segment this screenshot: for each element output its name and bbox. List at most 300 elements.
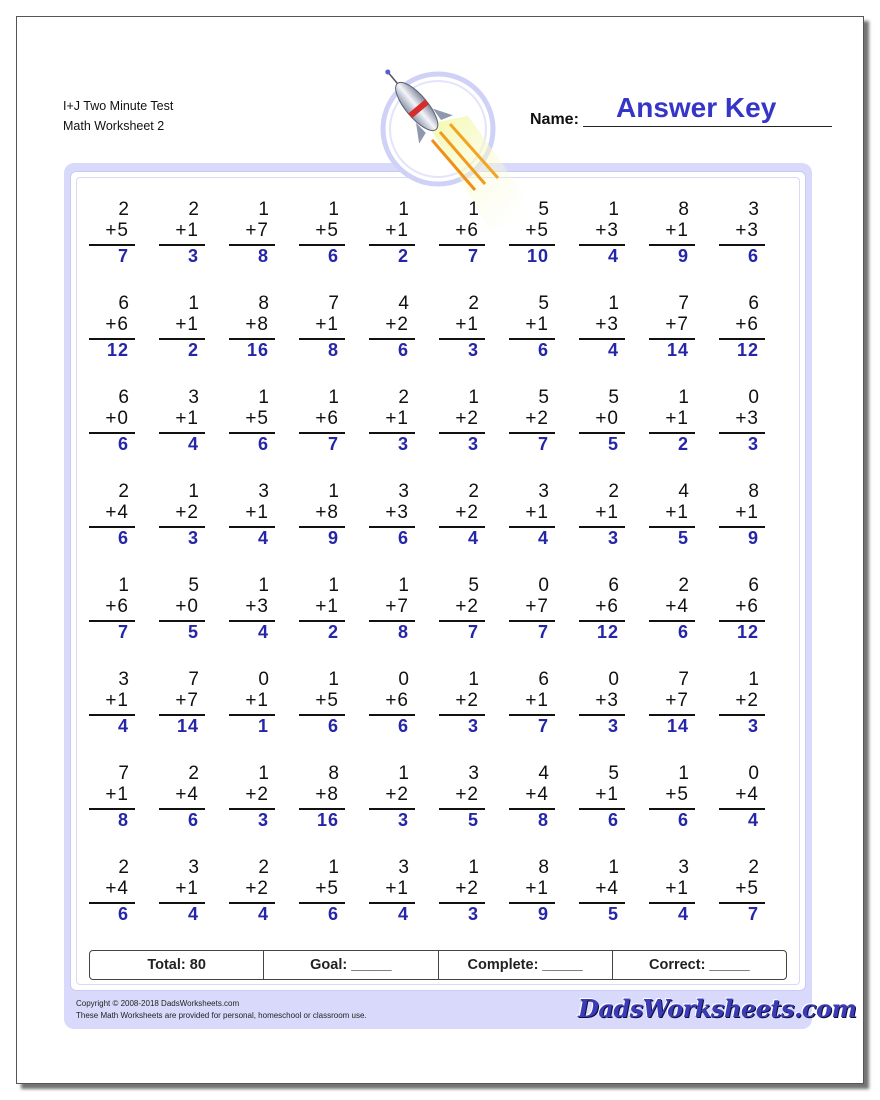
addend-top: 7 (188, 669, 199, 690)
addend-bottom: +4 (105, 502, 129, 523)
addend-bottom: +5 (735, 878, 759, 899)
addend-top: 5 (538, 293, 549, 314)
problem (363, 763, 415, 847)
addend-bottom: +1 (245, 690, 269, 711)
addend-bottom: +1 (385, 408, 409, 429)
problem (83, 387, 135, 471)
problem (713, 575, 765, 659)
answer[interactable]: 6 (397, 340, 409, 360)
answer[interactable]: 12 (736, 340, 759, 360)
addend-bottom: +1 (595, 502, 619, 523)
addend-bottom: +2 (385, 784, 409, 805)
addend-bottom: +8 (315, 502, 339, 523)
problem (293, 481, 345, 565)
addend-bottom: +0 (105, 408, 129, 429)
answer[interactable]: 3 (467, 340, 479, 360)
problem (293, 857, 345, 941)
answer[interactable]: 10 (526, 246, 549, 266)
answer[interactable]: 16 (246, 340, 269, 360)
addend-top: 0 (258, 669, 269, 690)
problem (713, 387, 765, 471)
addend-top: 1 (678, 387, 689, 408)
addend-top: 8 (258, 293, 269, 314)
name-underline (583, 126, 832, 127)
problem (293, 669, 345, 753)
problem (83, 763, 135, 847)
problem (573, 481, 625, 565)
addend-bottom: +6 (315, 408, 339, 429)
addend-top: 1 (398, 575, 409, 596)
total-cell: Total: 80 (90, 951, 264, 979)
addend-bottom: +5 (665, 784, 689, 805)
addend-bottom: +2 (455, 502, 479, 523)
name-field[interactable] (530, 92, 832, 128)
addend-top: 1 (748, 669, 759, 690)
problem (503, 481, 555, 565)
problem (153, 293, 205, 377)
addend-top: 0 (608, 669, 619, 690)
addend-bottom: +7 (245, 220, 269, 241)
problem (713, 857, 765, 941)
addend-bottom: +1 (525, 878, 549, 899)
problem (293, 293, 345, 377)
answer[interactable]: 6 (187, 810, 199, 830)
answer[interactable]: 4 (257, 528, 269, 548)
answer-key-heading: Answer Key (616, 92, 777, 123)
answer[interactable]: 3 (397, 434, 409, 454)
problem (643, 857, 695, 941)
addend-top: 3 (258, 481, 269, 502)
addend-top: 7 (328, 293, 339, 314)
complete-cell[interactable]: Complete: _____ (439, 951, 613, 979)
dadsworksheets-logo[interactable]: DadsWorksheets.com (578, 994, 857, 1023)
addend-top: 0 (398, 669, 409, 690)
addend-bottom: +2 (385, 314, 409, 335)
addend-bottom: +1 (175, 220, 199, 241)
answer[interactable]: 9 (677, 246, 689, 266)
addend-top: 0 (748, 763, 759, 784)
goal-cell[interactable]: Goal: _____ (264, 951, 438, 979)
addend-top: 1 (608, 293, 619, 314)
answer[interactable]: 8 (397, 622, 409, 642)
answer[interactable]: 3 (607, 528, 619, 548)
answer[interactable]: 1 (257, 716, 269, 736)
problem (153, 481, 205, 565)
addend-top: 2 (468, 293, 479, 314)
addend-bottom: +4 (735, 784, 759, 805)
problem (223, 481, 275, 565)
addend-bottom: +7 (175, 690, 199, 711)
problem (293, 763, 345, 847)
problem (153, 387, 205, 471)
addend-top: 1 (258, 575, 269, 596)
problem (713, 199, 765, 283)
addend-top: 1 (398, 763, 409, 784)
problem (433, 763, 485, 847)
answer[interactable]: 14 (666, 340, 689, 360)
problem (153, 857, 205, 941)
answer[interactable]: 5 (187, 622, 199, 642)
addend-top: 1 (328, 575, 339, 596)
problem (713, 481, 765, 565)
addend-bottom: +1 (665, 502, 689, 523)
addend-bottom: +1 (175, 408, 199, 429)
answer[interactable]: 3 (467, 904, 479, 924)
addend-top: 4 (538, 763, 549, 784)
addend-top: 5 (608, 387, 619, 408)
addend-top: 1 (188, 481, 199, 502)
addend-top: 4 (678, 481, 689, 502)
addend-bottom: +4 (105, 878, 129, 899)
problem (643, 575, 695, 659)
addend-bottom: +1 (105, 784, 129, 805)
addend-bottom: +1 (175, 314, 199, 335)
addend-bottom: +4 (175, 784, 199, 805)
addend-top: 1 (328, 857, 339, 878)
answer[interactable]: 16 (316, 810, 339, 830)
problem (223, 669, 275, 753)
answer[interactable]: 2 (327, 622, 339, 642)
answer[interactable]: 6 (117, 904, 129, 924)
answer[interactable]: 4 (467, 528, 479, 548)
addend-top: 2 (678, 575, 689, 596)
problem (573, 293, 625, 377)
answer[interactable]: 5 (467, 810, 479, 830)
addend-bottom: +4 (665, 596, 689, 617)
addend-top: 2 (608, 481, 619, 502)
problem (503, 387, 555, 471)
addend-top: 5 (188, 575, 199, 596)
addend-top: 1 (678, 763, 689, 784)
addend-bottom: +1 (175, 878, 199, 899)
addend-top: 3 (678, 857, 689, 878)
addend-bottom: +2 (455, 878, 479, 899)
problem (223, 763, 275, 847)
addend-bottom: +1 (245, 502, 269, 523)
addend-bottom: +5 (105, 220, 129, 241)
addend-bottom: +4 (525, 784, 549, 805)
addend-top: 8 (678, 199, 689, 220)
answer[interactable]: 6 (117, 434, 129, 454)
addend-bottom: +6 (735, 314, 759, 335)
problem (643, 763, 695, 847)
addend-bottom: +5 (315, 878, 339, 899)
addend-top: 1 (398, 199, 409, 220)
answer[interactable]: 2 (677, 434, 689, 454)
addend-top: 1 (468, 669, 479, 690)
addend-top: 4 (398, 293, 409, 314)
answer[interactable]: 9 (747, 528, 759, 548)
answer[interactable]: 5 (607, 904, 619, 924)
problem (433, 575, 485, 659)
addend-top: 3 (118, 669, 129, 690)
answer[interactable]: 6 (747, 246, 759, 266)
answer[interactable]: 4 (607, 340, 619, 360)
answer[interactable]: 9 (327, 528, 339, 548)
addend-bottom: +2 (525, 408, 549, 429)
answer[interactable]: 3 (467, 716, 479, 736)
answer[interactable]: 4 (117, 716, 129, 736)
addend-top: 1 (188, 293, 199, 314)
addend-top: 7 (118, 763, 129, 784)
addend-top: 2 (118, 857, 129, 878)
correct-cell[interactable]: Correct: _____ (649, 957, 750, 973)
addend-bottom: +1 (525, 502, 549, 523)
addend-top: 2 (118, 199, 129, 220)
answer[interactable]: 7 (537, 622, 549, 642)
problem (153, 575, 205, 659)
addend-top: 5 (538, 387, 549, 408)
copyright-notice (76, 998, 367, 1022)
problem (223, 293, 275, 377)
problem (363, 387, 415, 471)
addend-bottom: +6 (105, 596, 129, 617)
problem (363, 669, 415, 753)
addend-top: 6 (538, 669, 549, 690)
answer[interactable]: 6 (537, 340, 549, 360)
problem (433, 199, 485, 283)
addend-bottom: +7 (385, 596, 409, 617)
worksheet-title (63, 96, 173, 136)
problem (643, 293, 695, 377)
addend-bottom: +7 (665, 314, 689, 335)
addend-bottom: +1 (665, 220, 689, 241)
problem (83, 575, 135, 659)
addend-bottom: +8 (245, 314, 269, 335)
addend-bottom: +5 (315, 690, 339, 711)
addend-bottom: +2 (455, 408, 479, 429)
problem (83, 481, 135, 565)
problem (503, 857, 555, 941)
addend-top: 8 (748, 481, 759, 502)
problem (293, 199, 345, 283)
problem (433, 387, 485, 471)
answer[interactable]: 4 (257, 904, 269, 924)
problem (83, 669, 135, 753)
addend-bottom: +5 (245, 408, 269, 429)
addend-top: 0 (748, 387, 759, 408)
addend-bottom: +2 (245, 878, 269, 899)
problem (643, 387, 695, 471)
addend-bottom: +1 (315, 314, 339, 335)
problem (573, 857, 625, 941)
addend-top: 1 (328, 387, 339, 408)
answer[interactable]: 9 (537, 904, 549, 924)
problem (83, 293, 135, 377)
answer[interactable]: 4 (537, 528, 549, 548)
answer[interactable]: 3 (187, 246, 199, 266)
addend-bottom: +6 (105, 314, 129, 335)
answer[interactable]: 6 (397, 528, 409, 548)
answer[interactable]: 3 (747, 716, 759, 736)
addend-bottom: +6 (595, 596, 619, 617)
addend-top: 7 (678, 293, 689, 314)
addend-top: 2 (398, 387, 409, 408)
title-line-2: Math Worksheet 2 (63, 119, 165, 133)
addend-top: 1 (118, 575, 129, 596)
answer[interactable]: 6 (257, 434, 269, 454)
addend-bottom: +3 (595, 690, 619, 711)
addend-top: 6 (748, 575, 759, 596)
addend-bottom: +6 (385, 690, 409, 711)
copyright-line-2: These Math Worksheets are provided for personal, homeschool or classroom use. (76, 1011, 367, 1020)
problem (643, 481, 695, 565)
answer[interactable]: 6 (397, 716, 409, 736)
problem (573, 575, 625, 659)
addend-top: 1 (608, 857, 619, 878)
addend-bottom: +3 (385, 502, 409, 523)
addend-top: 7 (678, 669, 689, 690)
answer[interactable]: 2 (187, 340, 199, 360)
problem (433, 857, 485, 941)
answer[interactable]: 3 (607, 716, 619, 736)
answer[interactable]: 4 (187, 904, 199, 924)
addend-bottom: +1 (665, 878, 689, 899)
addend-bottom: +1 (595, 784, 619, 805)
addend-bottom: +8 (315, 784, 339, 805)
problem (573, 387, 625, 471)
answer[interactable]: 6 (327, 904, 339, 924)
addend-bottom: +1 (105, 690, 129, 711)
answer[interactable]: 6 (677, 622, 689, 642)
addend-bottom: +2 (175, 502, 199, 523)
addend-top: 1 (258, 387, 269, 408)
answer[interactable]: 8 (327, 340, 339, 360)
problem (503, 669, 555, 753)
problem (223, 199, 275, 283)
answer[interactable]: 6 (607, 810, 619, 830)
answer[interactable]: 7 (117, 246, 129, 266)
answer[interactable]: 4 (187, 434, 199, 454)
problem (503, 199, 555, 283)
answer[interactable]: 7 (117, 622, 129, 642)
problem (363, 575, 415, 659)
answer[interactable]: 3 (257, 810, 269, 830)
answer[interactable]: 3 (467, 434, 479, 454)
problem (573, 763, 625, 847)
addend-top: 2 (748, 857, 759, 878)
answer[interactable]: 4 (257, 622, 269, 642)
addend-top: 2 (258, 857, 269, 878)
answer[interactable]: 4 (747, 810, 759, 830)
answer[interactable]: 12 (736, 622, 759, 642)
addend-bottom: +5 (525, 220, 549, 241)
answer[interactable]: 4 (677, 904, 689, 924)
answer[interactable]: 5 (607, 434, 619, 454)
addend-bottom: +0 (595, 408, 619, 429)
addend-bottom: +2 (455, 690, 479, 711)
addend-top: 1 (328, 199, 339, 220)
answer[interactable]: 7 (537, 716, 549, 736)
answer[interactable]: 5 (677, 528, 689, 548)
addend-bottom: +2 (245, 784, 269, 805)
addend-bottom: +1 (385, 220, 409, 241)
answer[interactable]: 14 (176, 716, 199, 736)
addend-top: 3 (398, 481, 409, 502)
problem (433, 293, 485, 377)
problem (293, 387, 345, 471)
answer[interactable]: 8 (117, 810, 129, 830)
answer[interactable]: 12 (596, 622, 619, 642)
problem (153, 763, 205, 847)
answer[interactable]: 4 (607, 246, 619, 266)
answer[interactable]: 6 (327, 246, 339, 266)
answer[interactable]: 3 (747, 434, 759, 454)
addend-bottom: +1 (385, 878, 409, 899)
problem (643, 669, 695, 753)
addend-top: 3 (538, 481, 549, 502)
addend-top: 1 (468, 199, 479, 220)
answer[interactable]: 7 (467, 622, 479, 642)
addend-bottom: +3 (735, 408, 759, 429)
answer[interactable]: 3 (397, 810, 409, 830)
addend-bottom: +1 (315, 596, 339, 617)
addend-top: 3 (468, 763, 479, 784)
answer[interactable]: 6 (677, 810, 689, 830)
problem (643, 199, 695, 283)
addend-top: 1 (608, 199, 619, 220)
problem (153, 199, 205, 283)
addend-bottom: +1 (525, 314, 549, 335)
addend-bottom: +2 (455, 784, 479, 805)
problem (223, 387, 275, 471)
answer[interactable]: 8 (257, 246, 269, 266)
addend-bottom: +3 (245, 596, 269, 617)
copyright-line-1: Copyright © 2008-2018 DadsWorksheets.com (76, 999, 240, 1008)
addend-top: 1 (328, 481, 339, 502)
addend-bottom: +4 (595, 878, 619, 899)
answer[interactable]: 7 (327, 434, 339, 454)
addend-bottom: +1 (455, 314, 479, 335)
addend-top: 2 (188, 199, 199, 220)
answer[interactable]: 14 (666, 716, 689, 736)
addend-top: 6 (118, 293, 129, 314)
addend-bottom: +5 (315, 220, 339, 241)
answer[interactable]: 7 (467, 246, 479, 266)
answer[interactable]: 12 (106, 340, 129, 360)
addend-top: 1 (328, 669, 339, 690)
answer[interactable]: 4 (397, 904, 409, 924)
problem (433, 669, 485, 753)
name-label: Name: (530, 111, 579, 128)
score-bar (89, 950, 787, 980)
problem (363, 481, 415, 565)
problem (363, 857, 415, 941)
answer[interactable]: 6 (327, 716, 339, 736)
addend-top: 3 (398, 857, 409, 878)
problem (713, 669, 765, 753)
addend-bottom: +0 (175, 596, 199, 617)
addend-top: 3 (748, 199, 759, 220)
addend-top: 3 (188, 387, 199, 408)
problem (503, 293, 555, 377)
answer[interactable]: 8 (537, 810, 549, 830)
problem (503, 763, 555, 847)
problem (83, 857, 135, 941)
problem (713, 763, 765, 847)
addend-top: 2 (468, 481, 479, 502)
addend-top: 5 (538, 199, 549, 220)
problem (293, 575, 345, 659)
answer[interactable]: 7 (537, 434, 549, 454)
addend-top: 6 (608, 575, 619, 596)
answer[interactable]: 3 (187, 528, 199, 548)
addend-top: 1 (468, 387, 479, 408)
answer[interactable]: 2 (397, 246, 409, 266)
answer[interactable]: 7 (747, 904, 759, 924)
addend-bottom: +1 (735, 502, 759, 523)
answer[interactable]: 6 (117, 528, 129, 548)
